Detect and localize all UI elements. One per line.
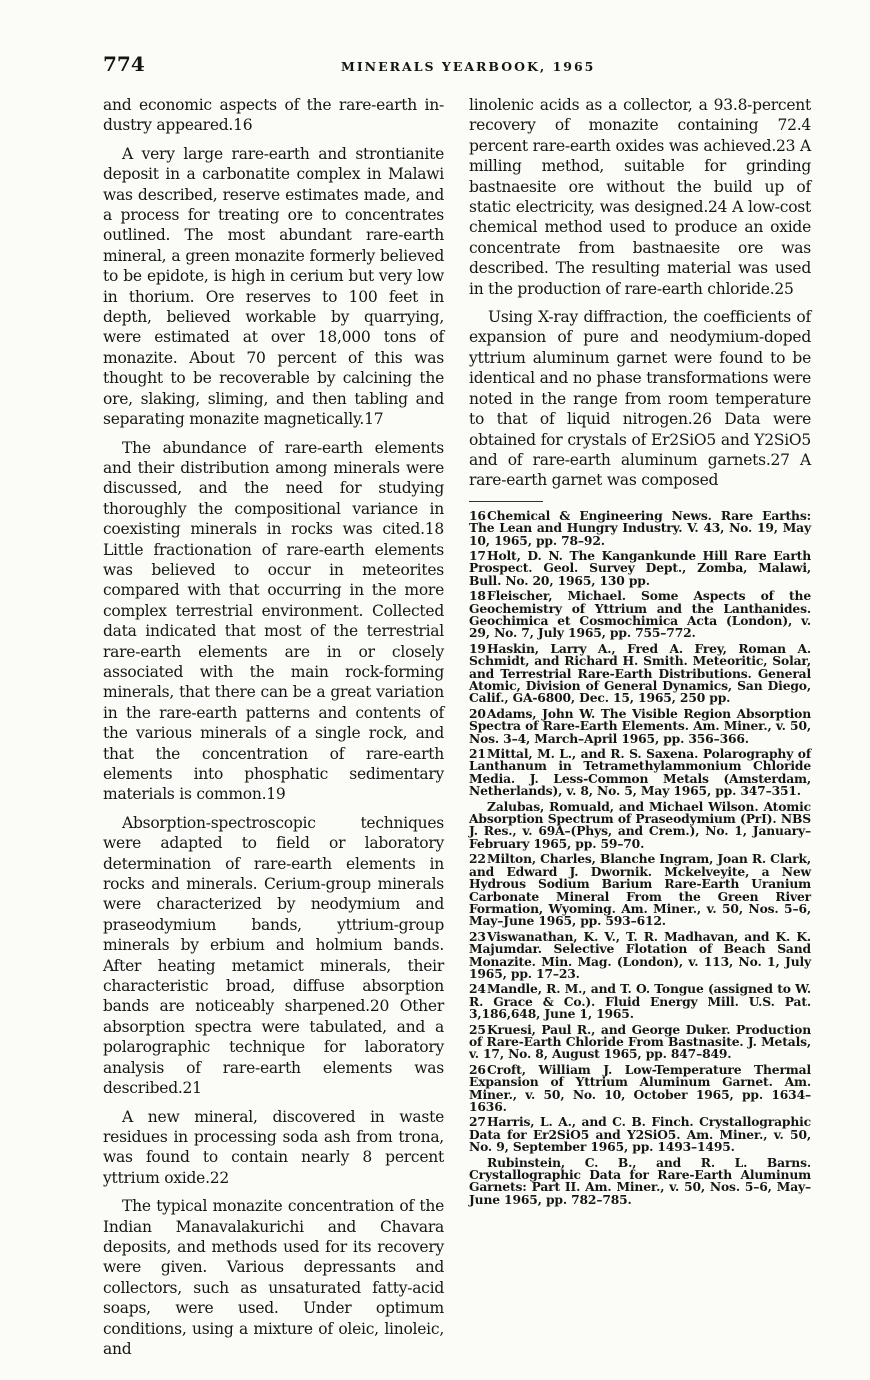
paragraph: linolenic acids as a collector, a 93.8-percent recovery of monazite containing 72.4 percent rare-earth oxides was achieved.23 A milling method, suitable for grinding bastnaesite ore without the build up of static electricity, was designed.24 A low-cost chemical method used to produce an oxide concentrate from bastnaesite ore was described. The resulting material was used in the production of rare-earth chloride.25 — [469, 96, 811, 298]
paragraph: The abundance of rare-earth elements and their distribution among minerals were discussed, and the need for studying thoroughly the compositional variance in coexisting minerals in rocks was cited.18 Little fractionation of rare-earth elements was believed to occur in meteorites compared with that occurring in the more complex terrestrial environment. Collected data indicated that most of the terrestrial rare-earth elements are in or closely associated with the main rock-forming minerals, that there can be a great variation in the rare-earth patterns and contents of the various minerals of a single rock, and that the concentration of rare-earth elements into phosphatic sedimentary materials is common.19 — [103, 438, 444, 804]
footnote: 19Haskin, Larry A., Fred A. Frey, Roman A. Schmidt, and Richard H. Smith. Meteoritic, Solar, and Terrestrial Rare-Earth Distributions. General Atomic, Division of General Dynamics, San Diego, Calif., GA-6800, Dec. 15, 1965, 250 pp. — [469, 640, 811, 706]
footnote: 24Mandle, R. M., and T. O. Tongue (assigned to W. R. Grace & Co.). Fluid Energy Mill. U.S. Pat. 3,186,648, June 1, 1965. — [469, 981, 811, 1022]
page-number: 774 — [103, 52, 145, 76]
footnote: 27Harris, L. A., and C. B. Finch. Crystallographic Data for Er2SiO5 and Y2SiO5. Am. Miner., v. 50, No. 9, September 1965, pp. 1493–1495. — [469, 1114, 811, 1155]
right-column — [469, 95, 811, 1209]
running-head: MINERALS YEARBOOK, 1965 — [341, 59, 596, 74]
footnote: 21Mittal, M. L., and R. S. Saxena. Polarography of Lanthanum in Tetramethylammonium Chloride Media. J. Less-Common Metals (Amsterdam, Netherlands), v. 8, No. 5, May 1965, pp. 347–351. — [469, 746, 811, 799]
left-column — [103, 95, 444, 1367]
paragraph: Using X-ray diffraction, the coefficients of expansion of pure and neodymium-doped yttrium aluminum garnet were found to be identical and no phase transformations were noted in the range from room temperature to that of liquid nitrogen.26 Data were obtained for crystals of Er2SiO5 and Y2SiO5 and of rare-earth aluminum garnets.27 A rare-earth garnet was composed — [469, 308, 811, 490]
paragraph: The typical monazite concentration of the Indian Manavalakurichi and Chavara deposits, and methods used for its recovery were given. Various depressants and collectors, such as unsaturated fatty-acid soaps, were used. Under optimum conditions, using a mixture of oleic, linoleic, and — [103, 1197, 444, 1358]
footnote: 26Croft, William J. Low-Temperature Thermal Expansion of Yttrium Aluminum Garnet. Am. Miner., v. 50, No. 10, October 1965, pp. 1634–1636. — [469, 1061, 811, 1114]
page-header — [103, 52, 793, 82]
footnote-divider — [469, 501, 543, 502]
footnote: 20Adams, John W. The Visible Region Absorption Spectra of Rare-Earth Elements. Am. Miner., v. 50, Nos. 3–4, March–April 1965, pp. 356–366. — [469, 705, 811, 746]
footnote: 22Milton, Charles, Blanche Ingram, Joan R. Clark, and Edward J. Dwornik. Mckelveyite, a New Hydrous Sodium Barium Rare-Earth Uranium Carbonate Mineral From the Green River Formation, Wyoming. Am. Miner., v. 50, Nos. 5–6, May–June 1965, pp. 593–612. — [469, 851, 811, 929]
footnote: Rubinstein, C. B., and R. L. Barns. Crystallographic Data for Rare-Earth Aluminum Garnets: Part II. Am. Miner., v. 50, Nos. 5–6, May–June 1965, pp. 782–785. — [469, 1154, 811, 1207]
paragraph: A very large rare-earth and strontianite deposit in a carbonatite complex in Malawi was described, reserve estimates made, and a process for treating ore to concentrates outlined. The most abundant rare-earth mineral, a green monazite formerly believed to be epidote, is high in cerium but very low in thorium. Ore reserves to 100 feet in depth, believed workable by quarrying, were estimated at over 18,000 tons of monazite. About 70 percent of this was thought to be recoverable by calcining the ore, slaking, sliming, and then tabling and separating monazite magnetically.17 — [103, 144, 444, 429]
footnote: 23Viswanathan, K. V., T. R. Madhavan, and K. K. Majumdar. Selective Flotation of Beach Sand Monazite. Min. Mag. (London), v. 113, No. 1, July 1965, pp. 17–23. — [469, 928, 811, 981]
footnote: 16Chemical & Engineering News. Rare Earths: The Lean and Hungry Industry. V. 43, No. 19, May 10, 1965, pp. 78–92. — [469, 507, 811, 548]
footnote: 25Kruesi, Paul R., and George Duker. Production of Rare-Earth Chloride From Bastnasite. J. Metals, v. 17, No. 8, August 1965, pp. 847–849. — [469, 1021, 811, 1062]
footnote: 17Holt, D. N. The Kangankunde Hill Rare Earth Prospect. Geol. Survey Dept., Zomba, Malawi, Bull. No. 20, 1965, 130 pp. — [469, 547, 811, 588]
paragraph: Absorption-spectroscopic techniques were adapted to field or laboratory determination of rare-earth elements in rocks and minerals. Cerium-group minerals were characterized by neodymium and praseodymium bands, yttrium-group minerals by erbium and holmium bands. After heating metamict minerals, their characteristic broad, diffuse absorption bands are noticeably sharpened.20 Other absorption spectra were tabulated, and a polarographic technique for laboratory analysis of rare-earth elements was described.21 — [103, 813, 444, 1098]
footnote: Zalubas, Romuald, and Michael Wilson. Atomic Absorption Spectrum of Praseodymium (PrI). NBS J. Res., v. 69A–(Phys, and Crem.), No. 1, January–February 1965, pp. 59–70. — [469, 798, 811, 851]
paragraph: and economic aspects of the rare-earth in-dustry appeared.16 — [103, 96, 444, 135]
footnote: 18Fleischer, Michael. Some Aspects of the Geochemistry of Yttrium and the Lanthanides. Geochimica et Cosmochimica Acta (London), v. 29, No. 7, July 1965, pp. 755–772. — [469, 588, 811, 641]
right-body-text — [469, 95, 811, 491]
footnotes — [469, 507, 811, 1207]
paragraph: A new mineral, discovered in waste residues in processing soda ash from trona, was found to contain nearly 8 percent yttrium oxide.22 — [103, 1107, 444, 1187]
